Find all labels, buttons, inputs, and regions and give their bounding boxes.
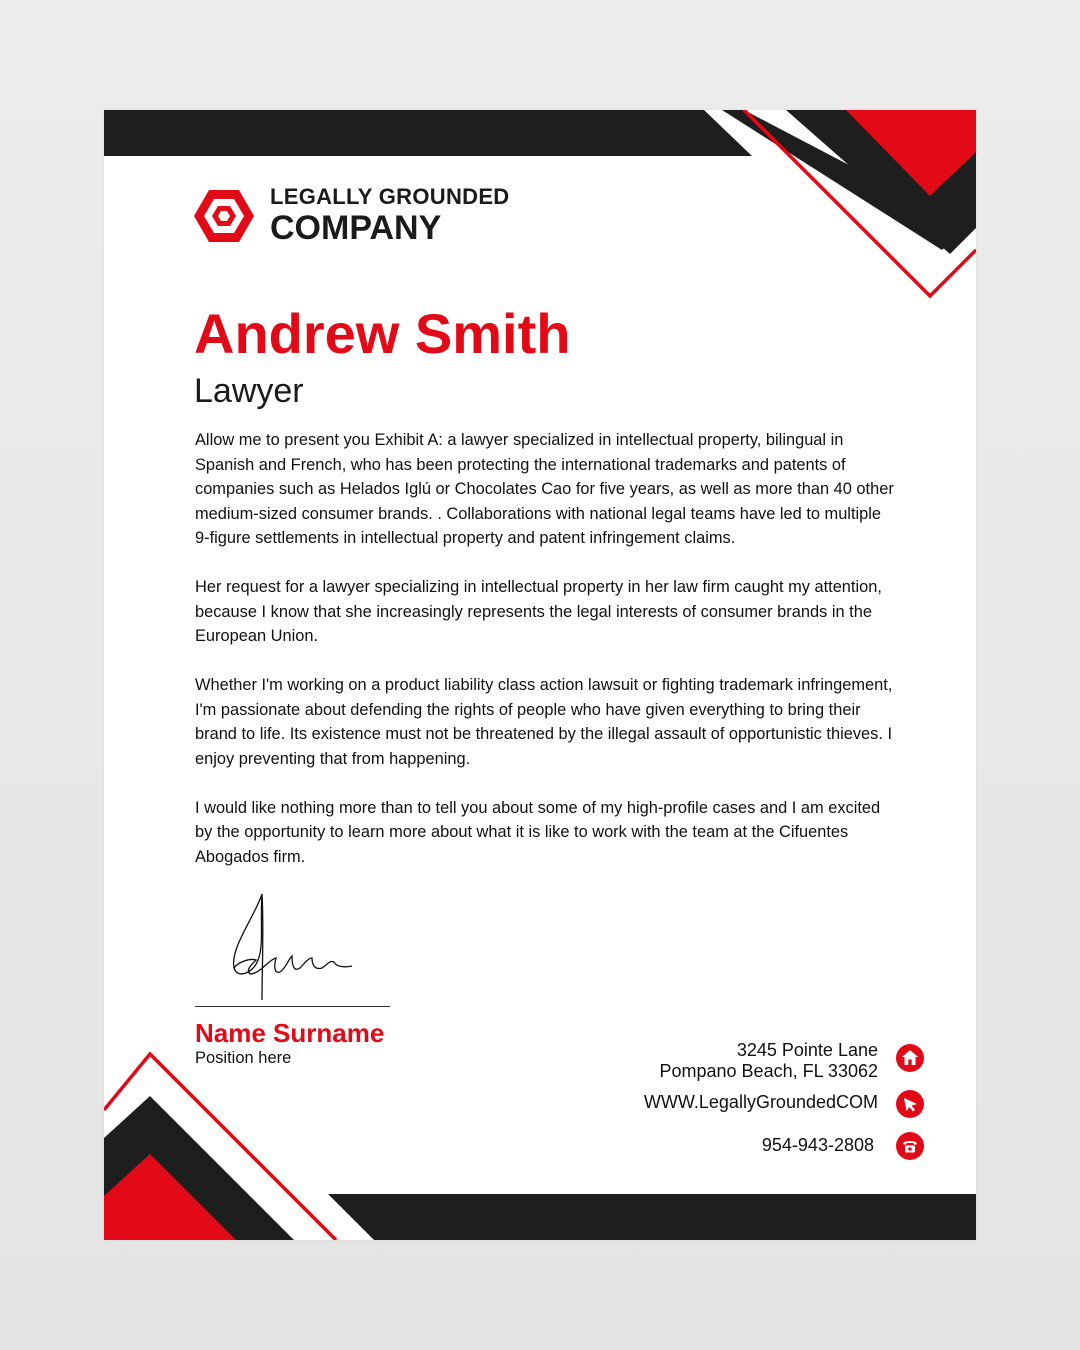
top-dark-band bbox=[104, 110, 752, 156]
company-name bbox=[270, 186, 510, 245]
letterhead-sheet bbox=[104, 110, 976, 1240]
contact-address bbox=[660, 1040, 879, 1082]
letter-body bbox=[195, 428, 895, 894]
signer-position: Position here bbox=[195, 1049, 292, 1067]
telephone-icon bbox=[896, 1132, 924, 1160]
home-icon bbox=[896, 1044, 924, 1072]
person-title: Lawyer bbox=[194, 372, 304, 410]
bottom-dark-band bbox=[328, 1194, 976, 1240]
contact-website[interactable]: WWW.LegallyGroundedCOM bbox=[643, 1092, 878, 1112]
company-name-line2: COMPANY bbox=[270, 209, 442, 247]
letter-paragraph: Allow me to present you Exhibit A: a lawyer specialized in intellectual property, bilingual in Spanish and French, who has been protecting the international trademarks and patents of companies such as Helados Iglú or Chocolates Cao for five years, as well as more than 40 other medium-sized consumer brands. . Collaborations with national legal teams have led to multiple 9-figure settlements in intellectual property and patent infringement claims. bbox=[195, 431, 894, 547]
letter-paragraph: Her request for a lawyer specializing in intellectual property in her law firm caught my attention, because I know that she increasingly represents the legal interests of consumer brands in the European Union. bbox=[195, 578, 882, 645]
cursor-icon bbox=[896, 1090, 924, 1118]
signer-name: Name Surname bbox=[195, 1018, 385, 1048]
letter-paragraph: I would like nothing more than to tell you about some of my high-profile cases and I am excited by the opportunity to learn more about what it is like to work with the team at the Cifuentes Abogados firm. bbox=[195, 798, 881, 866]
contact-phone[interactable]: 954-943-2808 bbox=[761, 1135, 874, 1155]
company-name-line1: LEGALLY GROUNDED bbox=[270, 184, 510, 209]
address-line2: Pompano Beach, FL 33062 bbox=[659, 1061, 878, 1081]
handwritten-signature bbox=[224, 888, 364, 1008]
letter-paragraph: Whether I'm working on a product liability class action lawsuit or fighting trademark infringement, I'm passionate about defending the rights of people who have given everything to bring their brand to life. Its existence must not be threatened by the illegal assault of opportunistic thieves. I enjoy preventing that from happening. bbox=[195, 676, 893, 768]
hexagon-logo-icon bbox=[194, 186, 254, 246]
person-name: Andrew Smith bbox=[194, 302, 571, 365]
signature-line bbox=[195, 1006, 390, 1007]
address-line1: 3245 Pointe Lane bbox=[736, 1040, 878, 1060]
